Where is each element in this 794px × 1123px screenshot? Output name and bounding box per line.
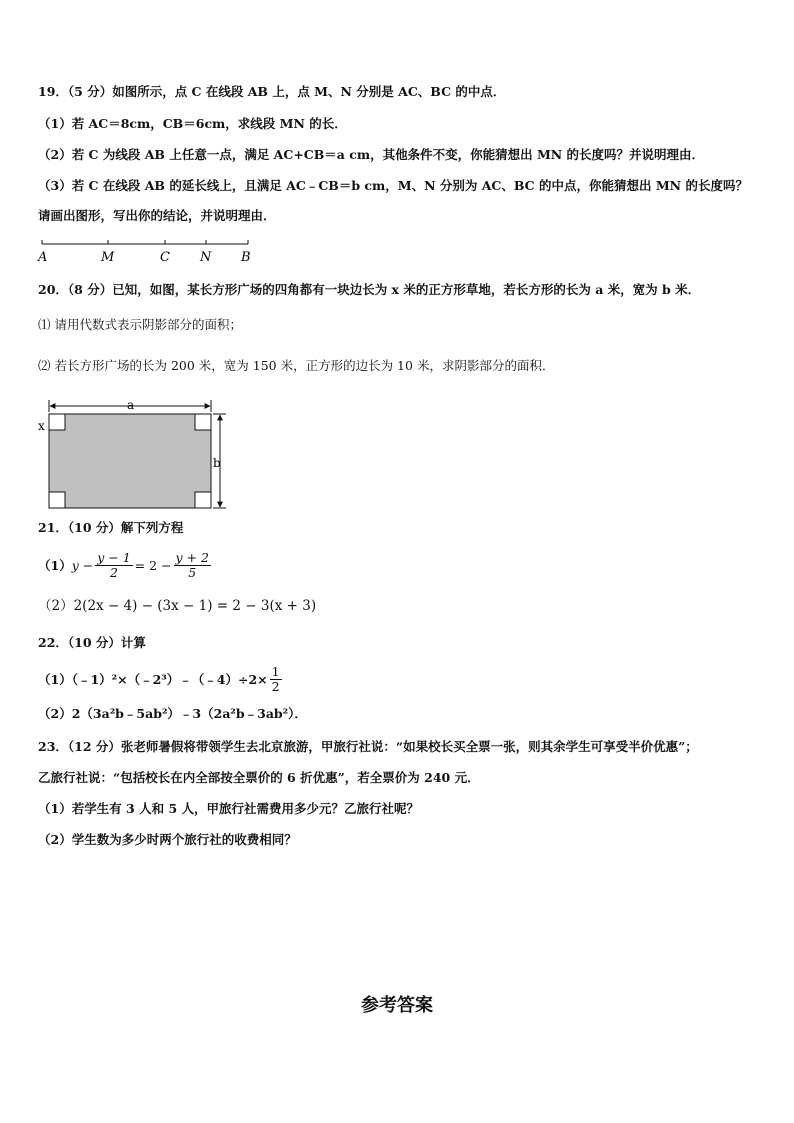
point-label-c: C — [160, 250, 170, 265]
q22-frac-den: 2 — [271, 678, 280, 694]
q21-f1-num: y − 1 — [97, 549, 131, 565]
label-b: b — [213, 456, 221, 470]
q22-fraction — [270, 665, 282, 694]
q20-part1: ⑴ 请用代数式表示阴影部分的面积； — [38, 317, 242, 332]
corner-square-tl — [49, 414, 65, 430]
corner-square-bl — [49, 492, 65, 508]
q22-expression-2: （2）2（3a²b﹣5ab²）﹣3（2a²b﹣3ab²）． — [38, 706, 307, 721]
q19-part1: （1）若 AC＝8cm，CB＝6cm，求线段 MN 的长． — [38, 116, 347, 131]
q21-p1-left: y − — [71, 557, 94, 573]
q22-frac-num: 1 — [271, 663, 280, 679]
point-label-m: M — [101, 250, 115, 265]
q20-rectangle-figure — [38, 396, 238, 514]
point-label-a: A — [38, 250, 48, 265]
q21-f2-den: 5 — [188, 564, 197, 580]
q20-part2: ⑵ 若长方形广场的长为 200 米，宽为 150 米，正方形的边长为 10 米，求阴影部分的面积． — [38, 358, 555, 373]
q23-part2: （2）学生数为多少时两个旅行社的收费相同？ — [38, 832, 297, 847]
point-label-b: B — [241, 250, 251, 265]
q23-stem: 23．（12 分）张老师暑假将带领学生去北京旅游，甲旅行社说：“如果校长买全票一张，则其余学生可享受半价优惠”； — [38, 739, 698, 754]
q21-equation-2: （2）2(2x − 4) − (3x − 1) = 2 − 3(x + 3) — [38, 598, 317, 614]
q21-stem: 21．（10 分）解下列方程 — [38, 520, 184, 535]
q21-fraction-1 — [95, 551, 132, 580]
q21-f1-den: 2 — [109, 564, 118, 580]
corner-square-br — [195, 492, 211, 508]
q22-stem: 22．（10 分）计算 — [38, 635, 146, 650]
q20-stem: 20．（8 分）已知，如图，某长方形广场的四角都有一块边长为 x 米的正方形草地，若长方形的长为 a 米，宽为 b 米． — [38, 282, 701, 297]
q21-equation-1 — [38, 546, 213, 584]
answer-title: 参考答案 — [361, 995, 433, 1016]
q21-f2-num: y + 2 — [175, 549, 209, 565]
q21-p1-label: （1） — [38, 558, 72, 573]
point-label-n: N — [200, 250, 212, 265]
label-a: a — [127, 398, 135, 412]
q19-stem: 19．（5 分）如图所示，点 C 在线段 AB 上，点 M、N 分别是 AC、BC 的中点． — [38, 84, 506, 99]
shaded-area — [49, 414, 211, 508]
corner-square-tr — [195, 414, 211, 430]
q19-part3a: （3）若 C 在线段 AB 的延长线上，且满足 AC﹣CB＝b cm，M、N 分别为 AC、BC 的中点，你能猜想出 MN 的长度吗？ — [38, 178, 748, 193]
q22-p1-left: （1）（﹣1）²×（﹣2³）﹣（﹣4）÷2× — [38, 672, 268, 687]
q19-part2: （2）若 C 为线段 AB 上任意一点，满足 AC+CB＝a cm，其他条件不变，你能猜想出 MN 的长度吗？并说明理由． — [38, 147, 705, 162]
q21-p1-mid: = 2 − — [134, 557, 172, 573]
q19-line-segment-figure — [38, 236, 253, 268]
q21-fraction-2 — [174, 551, 211, 580]
q19-part3b: 请画出图形，写出你的结论，并说明理由． — [38, 208, 276, 223]
q23-stem-2: 乙旅行社说：“包括校长在内全部按全票价的 6 折优惠”，若全票价为 240 元． — [38, 770, 480, 785]
q22-expression-1 — [38, 660, 284, 698]
q23-part1: （1）若学生有 3 人和 5 人，甲旅行社需费用多少元？乙旅行社呢？ — [38, 801, 420, 816]
label-x: x — [38, 419, 45, 433]
